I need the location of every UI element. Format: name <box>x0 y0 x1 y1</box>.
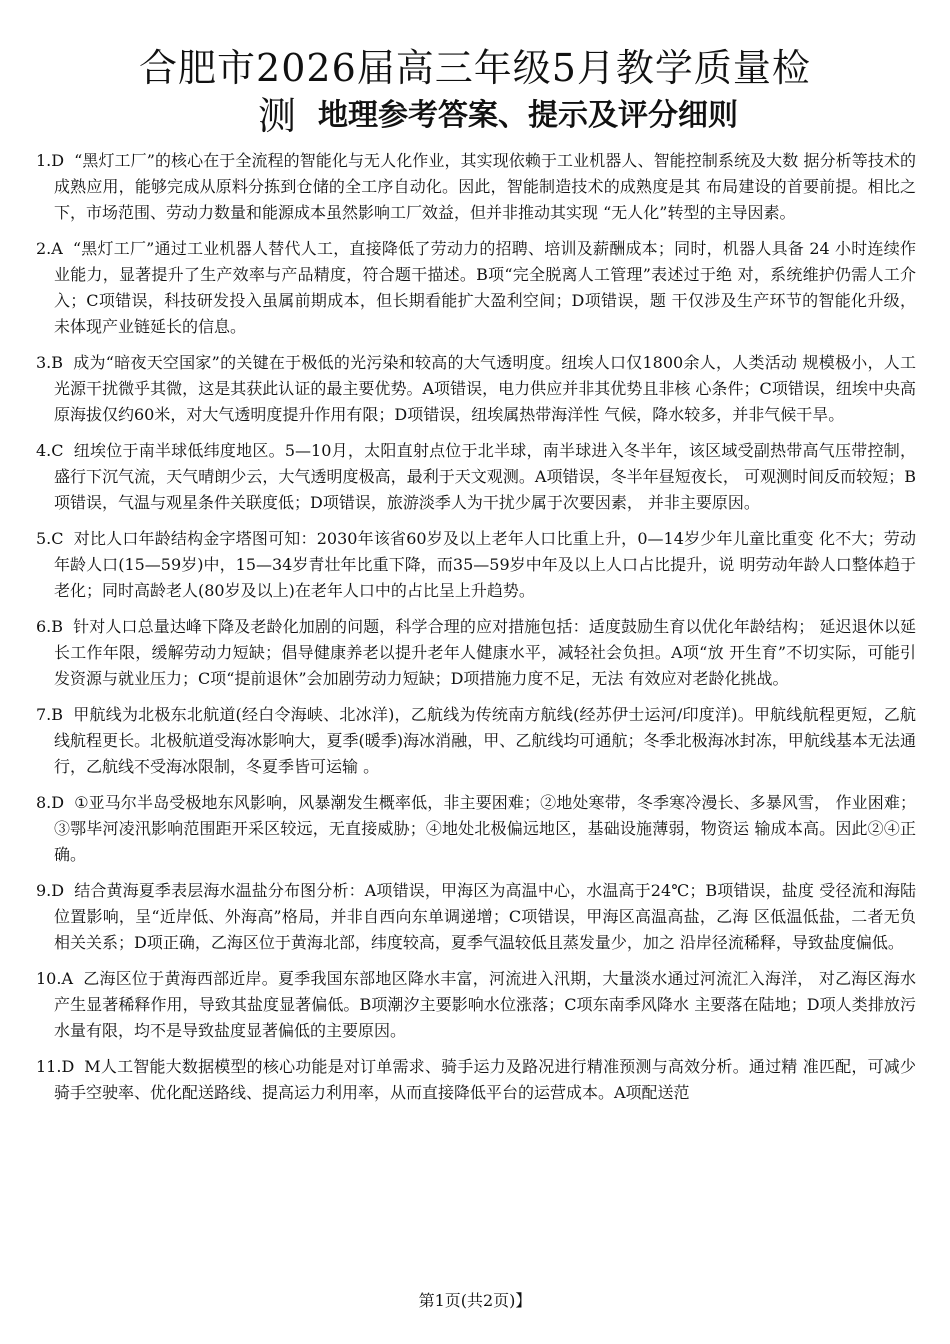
page-subtitle: 地理参考答案、提示及评分细则 <box>318 98 739 133</box>
item-explanation: “黑灯工厂”通过工业机器人替代人工，直接降低了劳动力的招聘、培训及薪酬成本；同时，机器人具备 24 小时连续作业能力，显著提升了生产效率与产品精度，符合题干描述。B项“完全脱离人工管理”表述过于绝 对，系统维护仍需人工介入；C项错误，科技研发投入虽属前期成本，但长期看能扩大盈利空间；D项错误，题 干仅涉及生产环节的智能化升级，未体现产业链延长的信息。 <box>54 239 916 336</box>
answer-letter: A <box>51 239 63 258</box>
item-number: 9. <box>36 881 52 900</box>
page-footer: 第1页(共2页)】 <box>418 1291 532 1310</box>
item-number: 11. <box>36 1057 62 1076</box>
answer-item <box>36 350 916 428</box>
item-explanation: 纽埃位于南半球低纬度地区。5—10月，太阳直射点位于北半球，南半球进入冬半年，该区域受副热带高气压带控制，盛行下沉气流，天气晴朗少云，大气透明度极高，最利于天文观测。A项错误，冬半年昼短夜长， 可观测时间反而较短；B项错误，气温与观星条件关联度低；D项错误，旅游淡季人为干扰少属于次要因素， 并非主要原因。 <box>54 441 916 512</box>
item-number: 7. <box>36 705 52 724</box>
title-wrap-char: 测 <box>258 94 297 138</box>
answer-item <box>36 614 916 692</box>
answer-letter: B <box>51 617 64 636</box>
answer-item <box>36 236 916 340</box>
answer-letter: A <box>61 969 74 988</box>
item-number: 3. <box>36 353 52 372</box>
item-number: 1. <box>36 151 52 170</box>
item-number: 8. <box>36 793 52 812</box>
item-number: 6. <box>36 617 52 636</box>
answer-item <box>36 438 916 516</box>
answer-letter: D <box>51 793 65 812</box>
answer-item <box>36 702 916 780</box>
answer-letter: D <box>51 881 65 900</box>
item-explanation: ①亚马尔半岛受极地东风影响，风暴潮发生概率低，非主要困难；②地处寒带，冬季寒冷漫长、多暴风雪， 作业困难；③鄂毕河凌汛影响范围距开采区较远，无直接威胁；④地处北极偏远地区，基础设施薄弱，物资运 输成本高。因此②④正确。 <box>54 793 916 864</box>
answer-letter: C <box>51 529 64 548</box>
answer-letter: B <box>51 353 64 372</box>
answer-item <box>36 1054 916 1106</box>
item-number: 10. <box>36 969 62 988</box>
answer-letter: D <box>61 1057 75 1076</box>
item-explanation: “黑灯工厂”的核心在于全流程的智能化与无人化作业，其实现依赖于工业机器人、智能控制系统及大数 据分析等技术的成熟应用，能够完成从原料分拣到仓储的全工序自动化。因此，智能制造技术的成熟度是其 布局建设的首要前提。相比之下，市场范围、劳动力数量和能源成本虽然影响工厂效益，但并非推动其实现 “无人化”转型的主导因素。 <box>54 151 916 222</box>
item-explanation: 乙海区位于黄海西部近岸。夏季我国东部地区降水丰富，河流进入汛期，大量淡水通过河流汇入海洋， 对乙海区海水产生显著稀释作用，导致其盐度显著偏低。B项潮汐主要影响水位涨落；C项东南季风降水 主要落在陆地；D项人类排放污水量有限，均不是导致盐度显著偏低的主要原因。 <box>54 969 916 1040</box>
item-explanation: 甲航线为北极东北航道(经白令海峡、北冰洋)，乙航线为传统南方航线(经苏伊士运河/印度洋)。甲航线航程更短，乙航线航程更长。北极航道受海冰影响大，夏季(暖季)海冰消融，甲、乙航线均可通航；冬季北极海冰封冻，甲航线基本无法通行，乙航线不受海冰限制，冬夏季皆可运输 。 <box>54 705 916 776</box>
page-title-continued <box>258 92 738 140</box>
item-number: 4. <box>36 441 52 460</box>
answer-item <box>36 878 916 956</box>
answer-item <box>36 966 916 1044</box>
item-explanation: 对比人口年龄结构金字塔图可知：2030年该省60岁及以上老年人口比重上升，0—14岁少年儿童比重变 化不大；劳动年龄人口(15—59岁)中，15—34岁青壮年比重下降，而35—59岁中年及以上人口占比提升，说 明劳动年龄人口整体趋于老化；同时高龄老人(80岁及以上)在老年人口中的占比呈上升趋势。 <box>54 529 916 600</box>
answer-list <box>36 148 916 1116</box>
answer-letter: C <box>51 441 64 460</box>
item-explanation: 结合黄海夏季表层海水温盐分布图分析：A项错误，甲海区为高温中心，水温高于24℃；B项错误，盐度 受径流和海陆位置影响，呈“近岸低、外海高”格局，并非自西向东单调递增；C项错误，甲海区高温高盐，乙海 区低温低盐，二者无负相关关系；D项正确，乙海区位于黄海北部，纬度较高，夏季气温较低且蒸发量少，加之 沿岸径流稀释，导致盐度偏低。 <box>54 881 916 952</box>
item-number: 2. <box>36 239 52 258</box>
answer-item <box>36 526 916 604</box>
answer-item <box>36 148 916 226</box>
answer-letter: D <box>51 151 65 170</box>
item-explanation: M人工智能大数据模型的核心功能是对订单需求、骑手运力及路况进行精准预测与高效分析。通过精 准匹配，可减少骑手空驶率、优化配送路线、提高运力利用率，从而直接降低平台的运营成本。A项配送范 <box>54 1057 916 1102</box>
item-explanation: 针对人口总量达峰下降及老龄化加剧的问题，科学合理的应对措施包括：适度鼓励生育以优化年龄结构； 延迟退休以延长工作年限，缓解劳动力短缺；倡导健康养老以提升老年人健康水平，减轻社会负担。A项“放 开生育”不切实际，可能引发资源与就业压力；C项“提前退休”会加剧劳动力短缺；D项措施力度不足，无法 有效应对老龄化挑战。 <box>54 617 916 688</box>
item-number: 5. <box>36 529 52 548</box>
page-title: 合肥市2026届高三年级5月教学质量检 <box>139 46 811 90</box>
answer-letter: B <box>51 705 64 724</box>
answer-item <box>36 790 916 868</box>
item-explanation: 成为“暗夜天空国家”的关键在于极低的光污染和较高的大气透明度。纽埃人口仅1800余人，人类活动 规模极小，人工光源干扰微乎其微，这是其获此认证的最主要优势。A项错误，电力供应并非其优势且非核 心条件；C项错误，纽埃中央高原海拔仅约60米，对大气透明度提升作用有限；D项错误，纽埃属热带海洋性 气候，降水较多，并非气候干旱。 <box>54 353 916 424</box>
